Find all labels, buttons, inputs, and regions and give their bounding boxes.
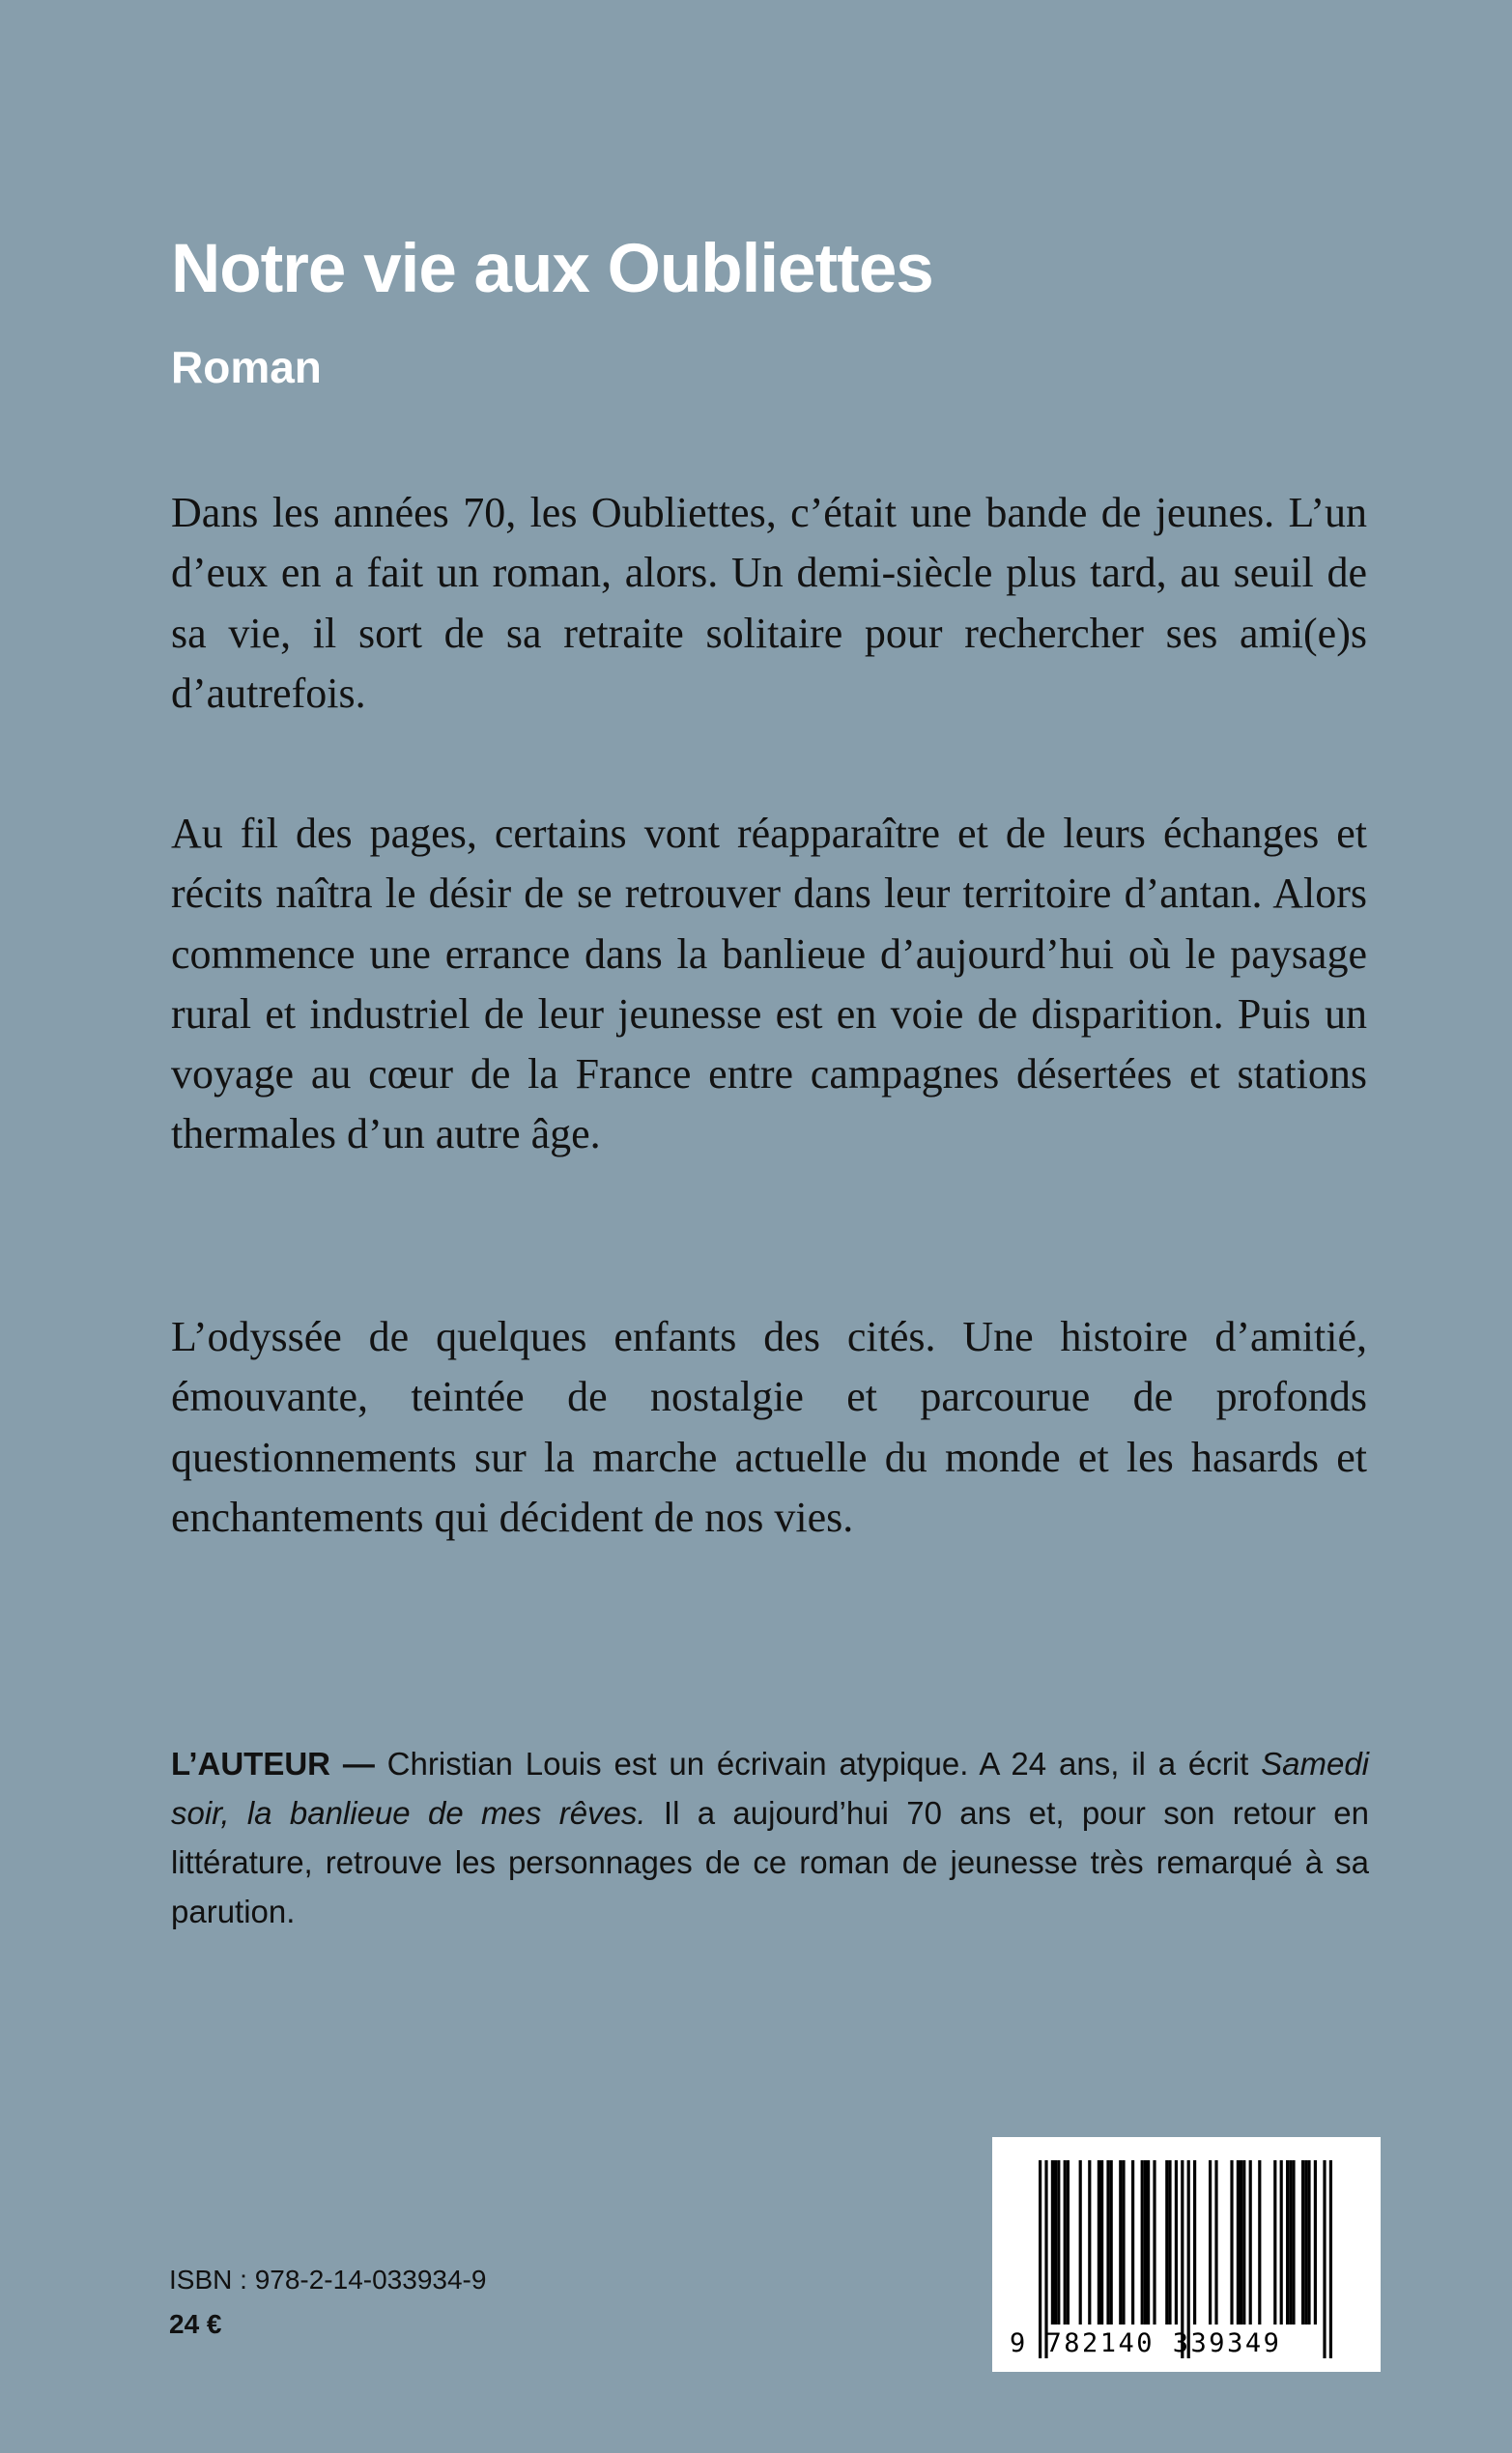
- barcode-bar: [1323, 2160, 1326, 2358]
- barcode-bar: [1144, 2160, 1147, 2325]
- blurb-paragraph-3: L’odyssée de quelques enfants des cités. Une histoire d’amitié, émouvante, teintée de nostalgie et parcourue de profonds questionnements sur la marche actuelle du monde et les hasards et enchantements qui décident de nos vies.: [171, 1313, 1367, 1541]
- barcode-bar: [1175, 2160, 1178, 2325]
- author-text-intro: Christian Louis est un écrivain atypique. A 24 ans, il a écrit: [374, 1746, 1262, 1782]
- barcode-bar: [1301, 2160, 1304, 2325]
- author-text-outro: Il a aujourd’hui 70 ans et, pour son retour en littérature, retrouve les personnages de ce roman de jeunesse très remarqué à sa parution.: [171, 1795, 1369, 1929]
- barcode-bar: [1153, 2160, 1155, 2325]
- barcode-bar: [1098, 2160, 1100, 2325]
- barcode-bar: [1329, 2160, 1332, 2358]
- barcode: [992, 2137, 1381, 2372]
- barcode-bar: [1237, 2160, 1240, 2325]
- barcode-bar: [1307, 2160, 1310, 2325]
- barcode-bar: [1230, 2160, 1233, 2325]
- blurb-paragraph-2: Au fil des pages, certains vont réapparaître et de leurs échanges et récits naîtra le désir de se retrouver dans leur territoire d’antan. Alors commence une errance dans la banlieue d’aujourd’hui où le paysage rural et industriel de leur jeunesse est en voie de disparition. Puis un voyage au cœur de la France entre campagnes désertées et stations thermales d’un autre âge.: [171, 810, 1367, 1158]
- barcode-bar: [1165, 2160, 1168, 2325]
- barcode-bar: [1292, 2160, 1295, 2325]
- barcode-bar: [1249, 2160, 1252, 2325]
- barcode-bar: [1051, 2160, 1054, 2325]
- barcode-bar: [1304, 2160, 1307, 2325]
- barcode-bar: [1141, 2160, 1144, 2325]
- book-title: Notre vie aux Oubliettes: [171, 231, 933, 307]
- barcode-bar: [1168, 2160, 1171, 2325]
- barcode-bar: [1147, 2160, 1150, 2325]
- barcode-digits: 9 782140 339349: [1010, 2328, 1282, 2358]
- barcode-bar: [1064, 2160, 1067, 2325]
- barcode-bar: [1088, 2160, 1091, 2325]
- barcode-bar: [1100, 2160, 1103, 2325]
- barcode-bar: [1119, 2160, 1122, 2325]
- barcode-bar: [1106, 2160, 1109, 2325]
- barcode-bar: [1057, 2160, 1060, 2325]
- barcode-bar: [1258, 2160, 1261, 2325]
- barcode-bar: [1193, 2160, 1196, 2325]
- barcode-bar: [1240, 2160, 1242, 2325]
- barcode-bar: [1110, 2160, 1113, 2325]
- author-bio: [171, 1739, 1369, 1936]
- isbn-number: ISBN : 978-2-14-033934-9: [169, 2265, 487, 2295]
- barcode-bar: [1122, 2160, 1125, 2325]
- author-book-title: Samedi soir, la banlieue de mes rêves.: [171, 1746, 1369, 1831]
- barcode-bar: [1289, 2160, 1292, 2325]
- barcode-bar: [1273, 2160, 1276, 2325]
- barcode-bar: [1214, 2160, 1217, 2325]
- barcode-bar: [1079, 2160, 1082, 2325]
- barcode-bar: [1209, 2160, 1212, 2325]
- barcode-bar: [1067, 2160, 1070, 2325]
- barcode-bar: [1280, 2160, 1283, 2325]
- barcode-bar: [1286, 2160, 1289, 2325]
- barcode-bar: [1131, 2160, 1134, 2325]
- author-label: L’AUTEUR —: [171, 1746, 375, 1782]
- barcode-bar: [1054, 2160, 1057, 2325]
- barcode-bar: [1314, 2160, 1317, 2325]
- barcode-bar: [1242, 2160, 1245, 2325]
- price-label: 24 €: [169, 2309, 222, 2339]
- blurb-paragraph-1: Dans les années 70, les Oubliettes, c’était une bande de jeunes. L’un d’eux en a fait un roman, alors. Un demi-siècle plus tard, au seuil de sa vie, il sort de sa retraite solitaire pour rechercher ses ami(e)s d’autrefois.: [171, 489, 1367, 717]
- genre-label: Roman: [171, 342, 322, 392]
